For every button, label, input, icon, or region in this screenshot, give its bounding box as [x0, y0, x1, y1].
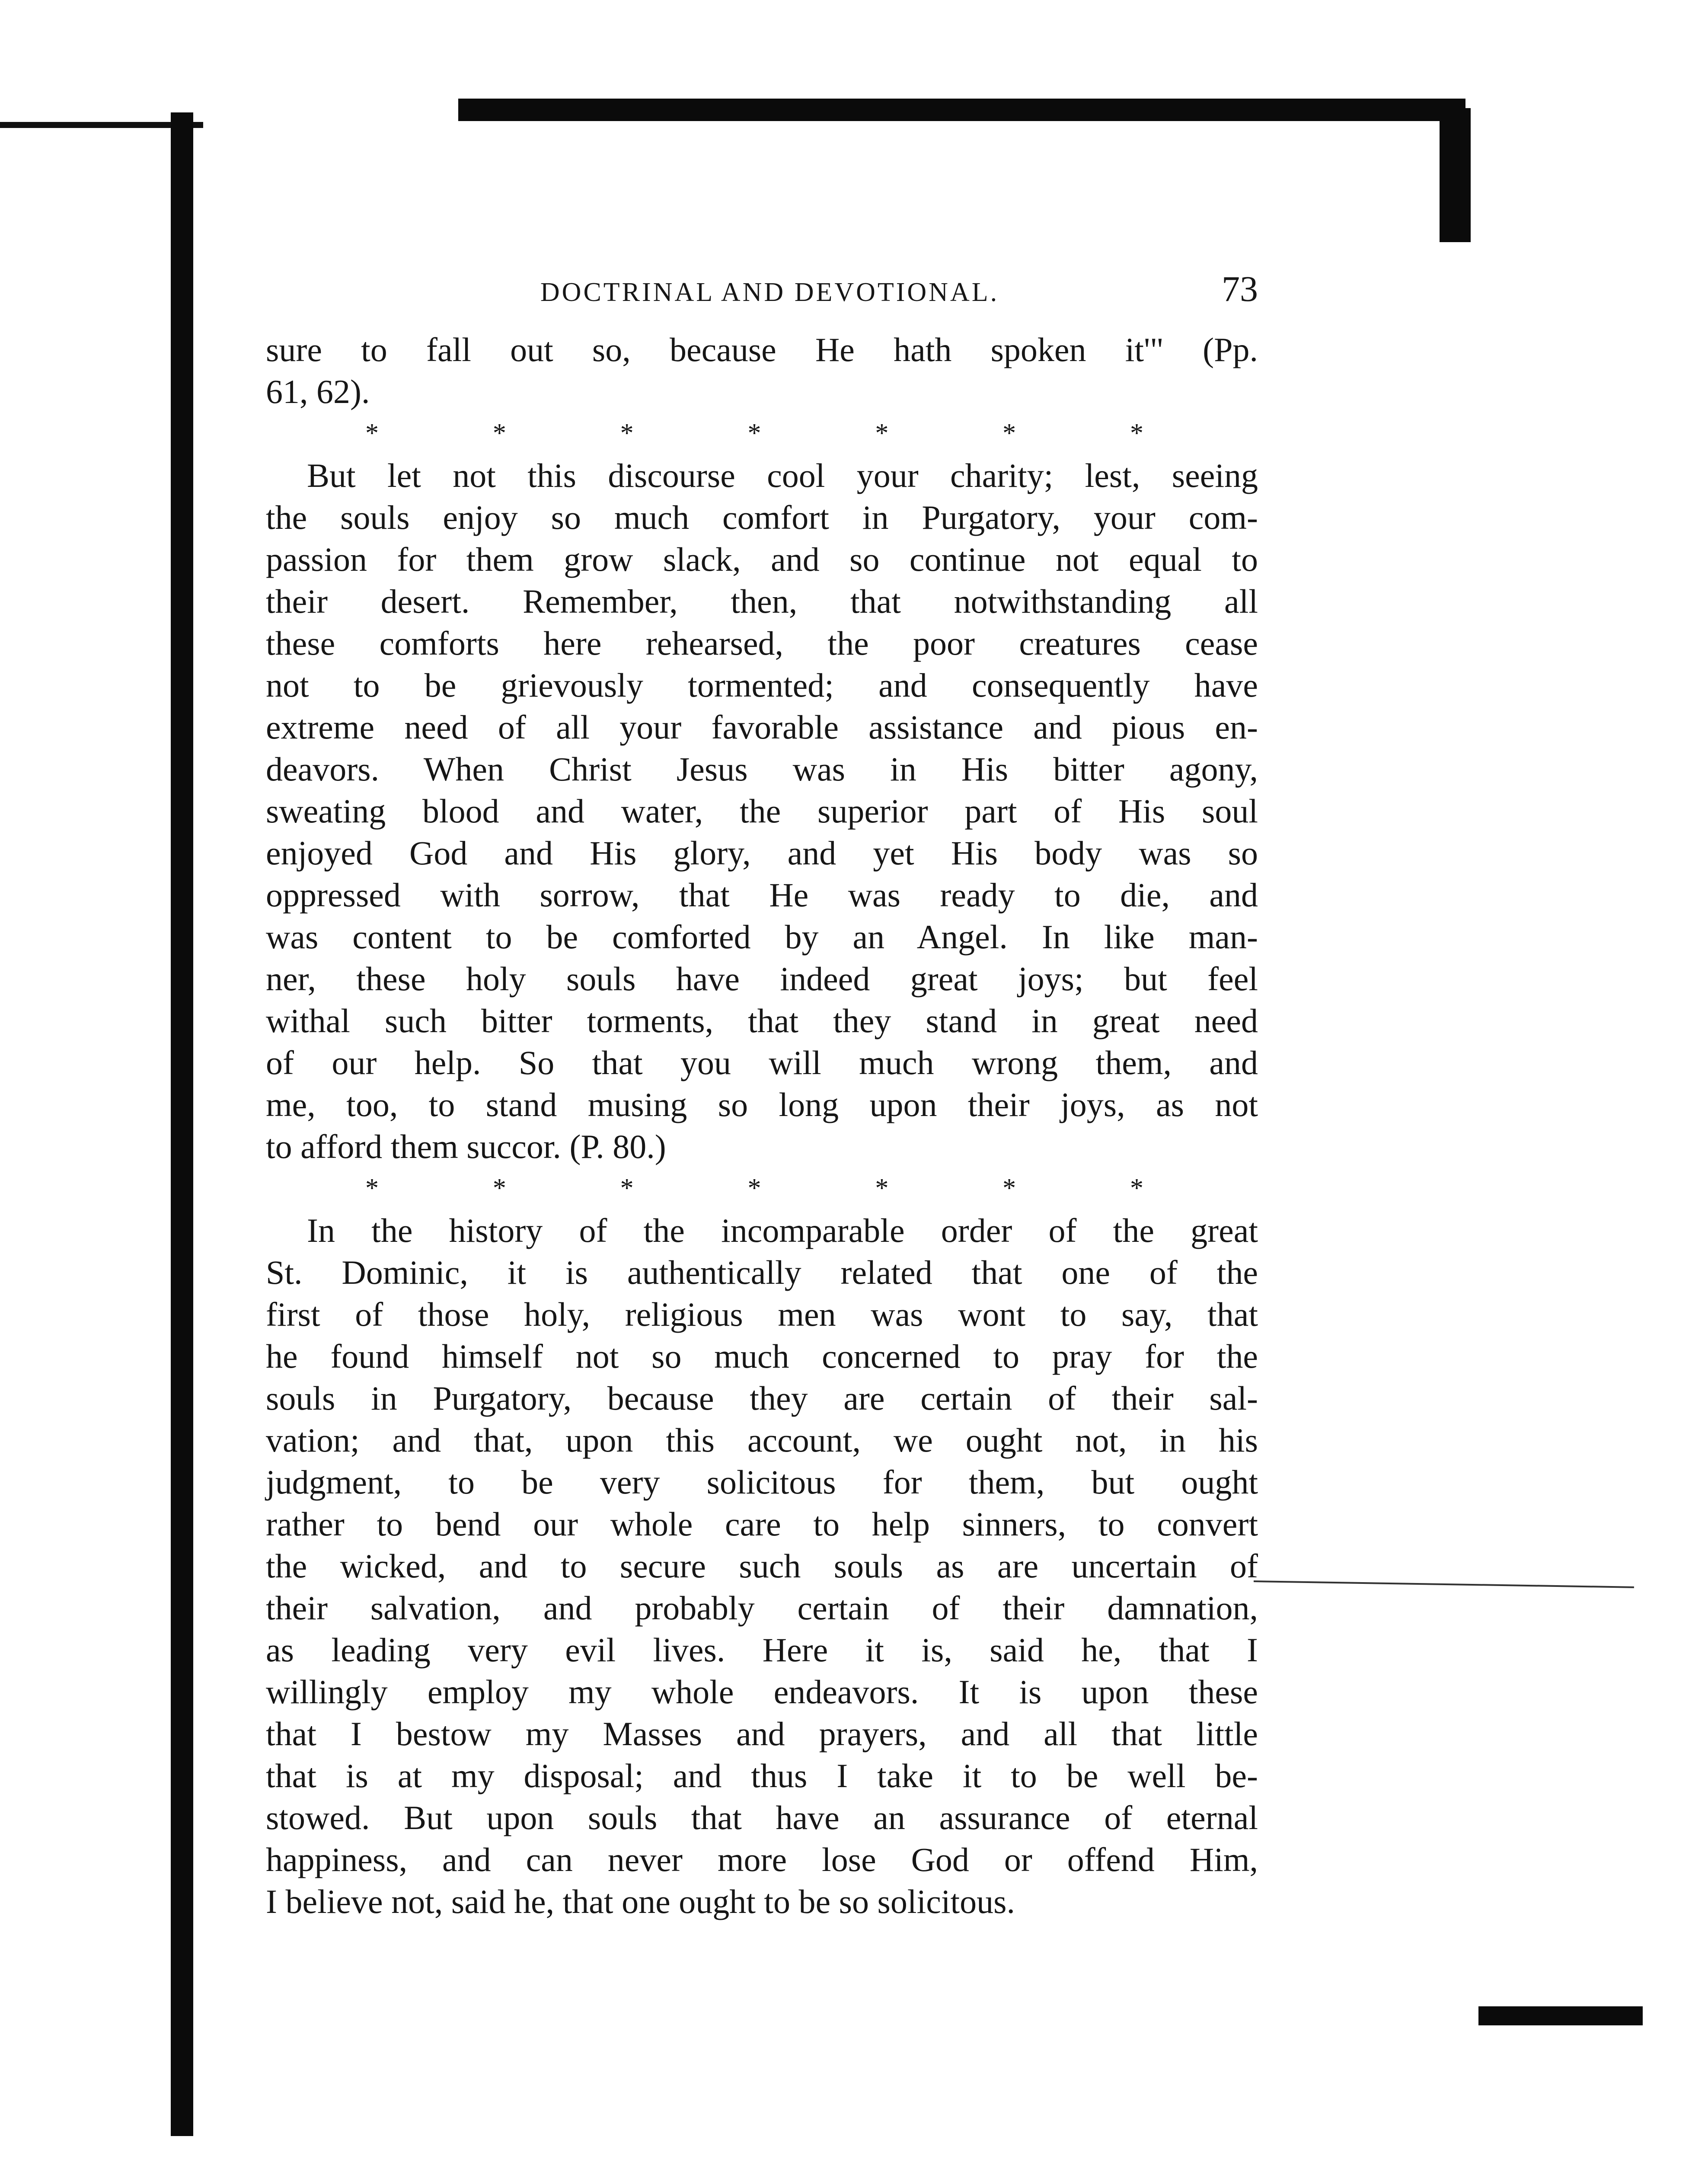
text-line: me, too, to stand musing so long upon their joys, as not	[266, 1086, 1258, 1123]
text-line: withal such bitter torments, that they stand in great need	[266, 1002, 1258, 1039]
text-line: that is at my disposal; and thus I take it to be well be-	[266, 1757, 1258, 1794]
text-line: their salvation, and probably certain of their damnation,	[266, 1589, 1258, 1627]
text-line: he found himself not so much concerned to pray for the	[266, 1337, 1258, 1375]
text-line: that I bestow my Masses and prayers, and all that little	[266, 1715, 1258, 1753]
running-head	[266, 268, 1258, 329]
asterisk: *	[1002, 419, 1016, 448]
text-line: extreme need of all your favorable assistance and pious en-	[266, 708, 1258, 746]
asterisk: *	[492, 1174, 506, 1203]
text-line: ner, these holy souls have indeed great joys; but feel	[266, 960, 1258, 998]
text-line: willingly employ my whole endeavors. It is upon these	[266, 1673, 1258, 1711]
text-line: stowed. But upon souls that have an assurance of eternal	[266, 1799, 1258, 1836]
text-line: the souls enjoy so much comfort in Purgatory, your com-	[266, 499, 1258, 536]
text-line: as leading very evil lives. Here it is, said he, that I	[266, 1631, 1258, 1669]
text-line: rather to bend our whole care to help sinners, to convert	[266, 1505, 1258, 1543]
asterisk: *	[875, 419, 889, 448]
paragraph-1	[266, 329, 1258, 413]
scan-artifact-right-lower-edge	[1478, 2006, 1643, 2025]
text-line: 61, 62).	[266, 373, 370, 410]
text-line: the wicked, and to secure such souls as are uncertain of	[266, 1547, 1258, 1585]
text-line: oppressed with sorrow, that He was ready to die, and	[266, 876, 1258, 914]
asterisk: *	[620, 1174, 634, 1203]
text-line: vation; and that, upon this account, we ought not, in his	[266, 1421, 1258, 1459]
page-number: 73	[1222, 269, 1258, 309]
text-line: But let not this discourse cool your charity; lest, seeing	[307, 457, 1258, 494]
paragraph-3	[266, 1209, 1258, 1922]
text-line: these comforts here rehearsed, the poor creatures cease	[266, 624, 1258, 662]
paragraph-2	[266, 454, 1258, 1167]
text-line: not to be grievously tormented; and consequently have	[266, 666, 1258, 704]
section-separator-2	[266, 1167, 1258, 1209]
text-line: to afford them succor. (P. 80.)	[266, 1128, 666, 1165]
text-line: of our help. So that you will much wrong them, and	[266, 1044, 1258, 1081]
asterisk: *	[747, 419, 761, 448]
text-line: was content to be comforted by an Angel. In like man-	[266, 918, 1258, 956]
asterisk: *	[365, 1174, 379, 1203]
book-page	[266, 268, 1258, 1922]
text-line: In the history of the incomparable order of the great	[307, 1212, 1258, 1249]
asterisk: *	[620, 419, 634, 448]
asterisk: *	[1002, 1174, 1016, 1203]
text-line: sweating blood and water, the superior part of His soul	[266, 792, 1258, 830]
text-line: souls in Purgatory, because they are certain of their sal-	[266, 1379, 1258, 1417]
scan-artifact-top-edge	[458, 99, 1465, 121]
section-separator-1	[266, 413, 1258, 454]
text-line: passion for them grow slack, and so continue not equal to	[266, 540, 1258, 578]
asterisk: *	[747, 1174, 761, 1203]
scan-artifact-crease-line	[1254, 1580, 1634, 1588]
text-line: I believe not, said he, that one ought to be so solicitous.	[266, 1883, 1015, 1920]
asterisk: *	[365, 419, 379, 448]
text-line: sure to fall out so, because He hath spoken it'" (Pp.	[266, 331, 1258, 368]
text-line: deavors. When Christ Jesus was in His bitter agony,	[266, 750, 1258, 788]
text-line: judgment, to be very solicitous for them, but ought	[266, 1463, 1258, 1501]
asterisk: *	[875, 1174, 889, 1203]
text-line: St. Dominic, it is authentically related that one of the	[266, 1254, 1258, 1291]
scan-artifact-right-edge	[1440, 108, 1471, 242]
text-line: happiness, and can never more lose God or offend Him,	[266, 1841, 1258, 1878]
text-line: their desert. Remember, then, that notwithstanding all	[266, 582, 1258, 620]
asterisk: *	[1130, 1174, 1143, 1203]
scan-artifact-left-edge	[171, 112, 193, 2136]
asterisk: *	[492, 419, 506, 448]
text-line: first of those holy, religious men was wont to say, that	[266, 1295, 1258, 1333]
asterisk: *	[1130, 419, 1143, 448]
text-line: enjoyed God and His glory, and yet His body was so	[266, 834, 1258, 872]
running-title: DOCTRINAL AND DEVOTIONAL.	[540, 278, 999, 307]
